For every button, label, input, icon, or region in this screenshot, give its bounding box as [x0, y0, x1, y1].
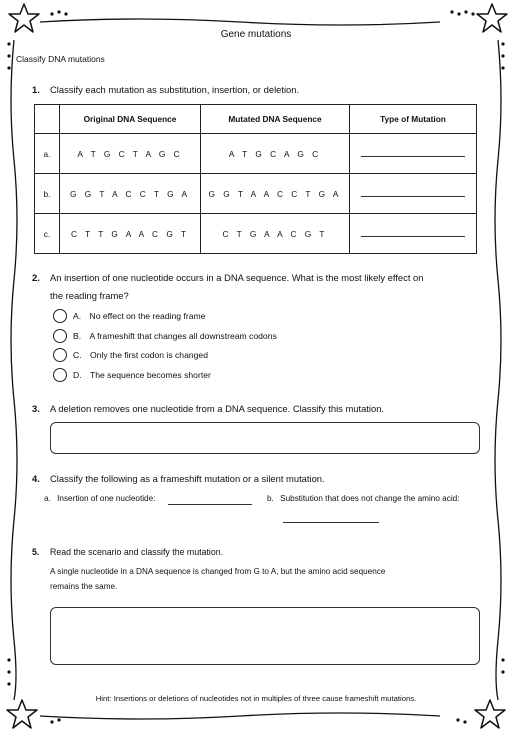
- question-4: [32, 473, 325, 484]
- page-title: Gene mutations: [220, 29, 292, 40]
- answer-box-q3[interactable]: [50, 422, 480, 454]
- question-text: Read the scenario and classify the mutation.: [50, 547, 224, 557]
- option-text: No effect on the reading frame: [89, 311, 206, 321]
- header-original: Original DNA Sequence: [60, 105, 201, 134]
- table-row: [35, 214, 477, 254]
- radio-circle[interactable]: [53, 309, 67, 323]
- mutated-sequence: C T G A A C G T: [201, 214, 350, 254]
- row-label: a.: [35, 134, 60, 174]
- mutation-table: [34, 104, 477, 254]
- option-b[interactable]: [53, 331, 277, 341]
- option-letter: C.: [73, 350, 82, 360]
- radio-circle[interactable]: [53, 329, 67, 343]
- header-type: Type of Mutation: [350, 105, 477, 134]
- option-c[interactable]: [53, 350, 208, 360]
- answer-line[interactable]: [361, 196, 465, 197]
- original-sequence: C T T G A A C G T: [60, 214, 201, 254]
- star-icon-top-right: [477, 4, 507, 32]
- original-sequence: G G T A C C T G A: [60, 174, 201, 214]
- header-blank: [35, 105, 60, 134]
- part-label: b.: [267, 494, 274, 503]
- question-4-part-b: [267, 494, 459, 503]
- answer-cell[interactable]: [350, 214, 477, 254]
- question-number: 5.: [32, 547, 40, 557]
- star-icon-bottom-left: [7, 700, 37, 728]
- answer-box-q5[interactable]: [50, 607, 480, 665]
- question-4-part-a: [44, 494, 155, 503]
- header-mutated: Mutated DNA Sequence: [201, 105, 350, 134]
- table-row: [35, 174, 477, 214]
- option-letter: A.: [73, 311, 82, 321]
- scenario-line-2: remains the same.: [50, 582, 118, 591]
- scenario-line-1: A single nucleotide in a DNA sequence is changed from G to A, but the amino acid sequence: [50, 567, 386, 576]
- star-icon-bottom-right: [475, 700, 505, 728]
- row-label: b.: [35, 174, 60, 214]
- option-text: A frameshift that changes all downstream codons: [89, 331, 277, 341]
- table-header-row: [35, 105, 477, 134]
- part-label: a.: [44, 494, 51, 503]
- question-number: 3.: [32, 403, 40, 414]
- question-text: An insertion of one nucleotide occurs in a DNA sequence. What is the most likely effect on: [50, 272, 424, 283]
- option-letter: D.: [73, 370, 82, 380]
- question-2: [32, 272, 423, 283]
- part-text: Insertion of one nucleotide:: [57, 494, 156, 503]
- option-text: The sequence becomes shorter: [89, 370, 211, 380]
- question-text: Classify the following as a frameshift mutation or a silent mutation.: [50, 473, 325, 484]
- question-number: 4.: [32, 473, 40, 484]
- answer-line-q4a[interactable]: [168, 504, 252, 505]
- radio-circle[interactable]: [53, 368, 67, 382]
- option-letter: B.: [73, 331, 82, 341]
- question-number: 1.: [32, 84, 40, 95]
- option-a[interactable]: [53, 311, 205, 321]
- table-row: [35, 134, 477, 174]
- top-dots: [50, 10, 474, 15]
- answer-cell[interactable]: [350, 174, 477, 214]
- hint-text: Hint: Insertions or deletions of nucleotides not in multiples of three cause frameshift mutations.: [95, 694, 417, 703]
- question-text: A deletion removes one nucleotide from a DNA sequence. Classify this mutation.: [50, 403, 385, 414]
- answer-line[interactable]: [361, 156, 465, 157]
- original-sequence: A T G C T A G C: [60, 134, 201, 174]
- option-d[interactable]: [53, 370, 211, 380]
- answer-cell[interactable]: [350, 134, 477, 174]
- page-subtitle: Classify DNA mutations: [16, 54, 105, 64]
- question-5: [32, 547, 223, 557]
- question-3: [32, 403, 384, 414]
- part-text: Substitution that does not change the amino acid:: [280, 494, 460, 503]
- answer-line[interactable]: [361, 236, 465, 237]
- answer-line-q4b[interactable]: [283, 522, 379, 523]
- row-label: c.: [35, 214, 60, 254]
- question-1: [32, 84, 299, 95]
- radio-circle[interactable]: [53, 348, 67, 362]
- mutated-sequence: A T G C A G C: [201, 134, 350, 174]
- star-icon-top-left: [9, 4, 39, 32]
- question-number: 2.: [32, 272, 40, 283]
- question-text: Classify each mutation as substitution, insertion, or deletion.: [50, 84, 300, 95]
- question-2-line2: the reading frame?: [50, 290, 129, 301]
- option-text: Only the first codon is changed: [89, 350, 208, 360]
- mutated-sequence: G G T A A C C T G A: [201, 174, 350, 214]
